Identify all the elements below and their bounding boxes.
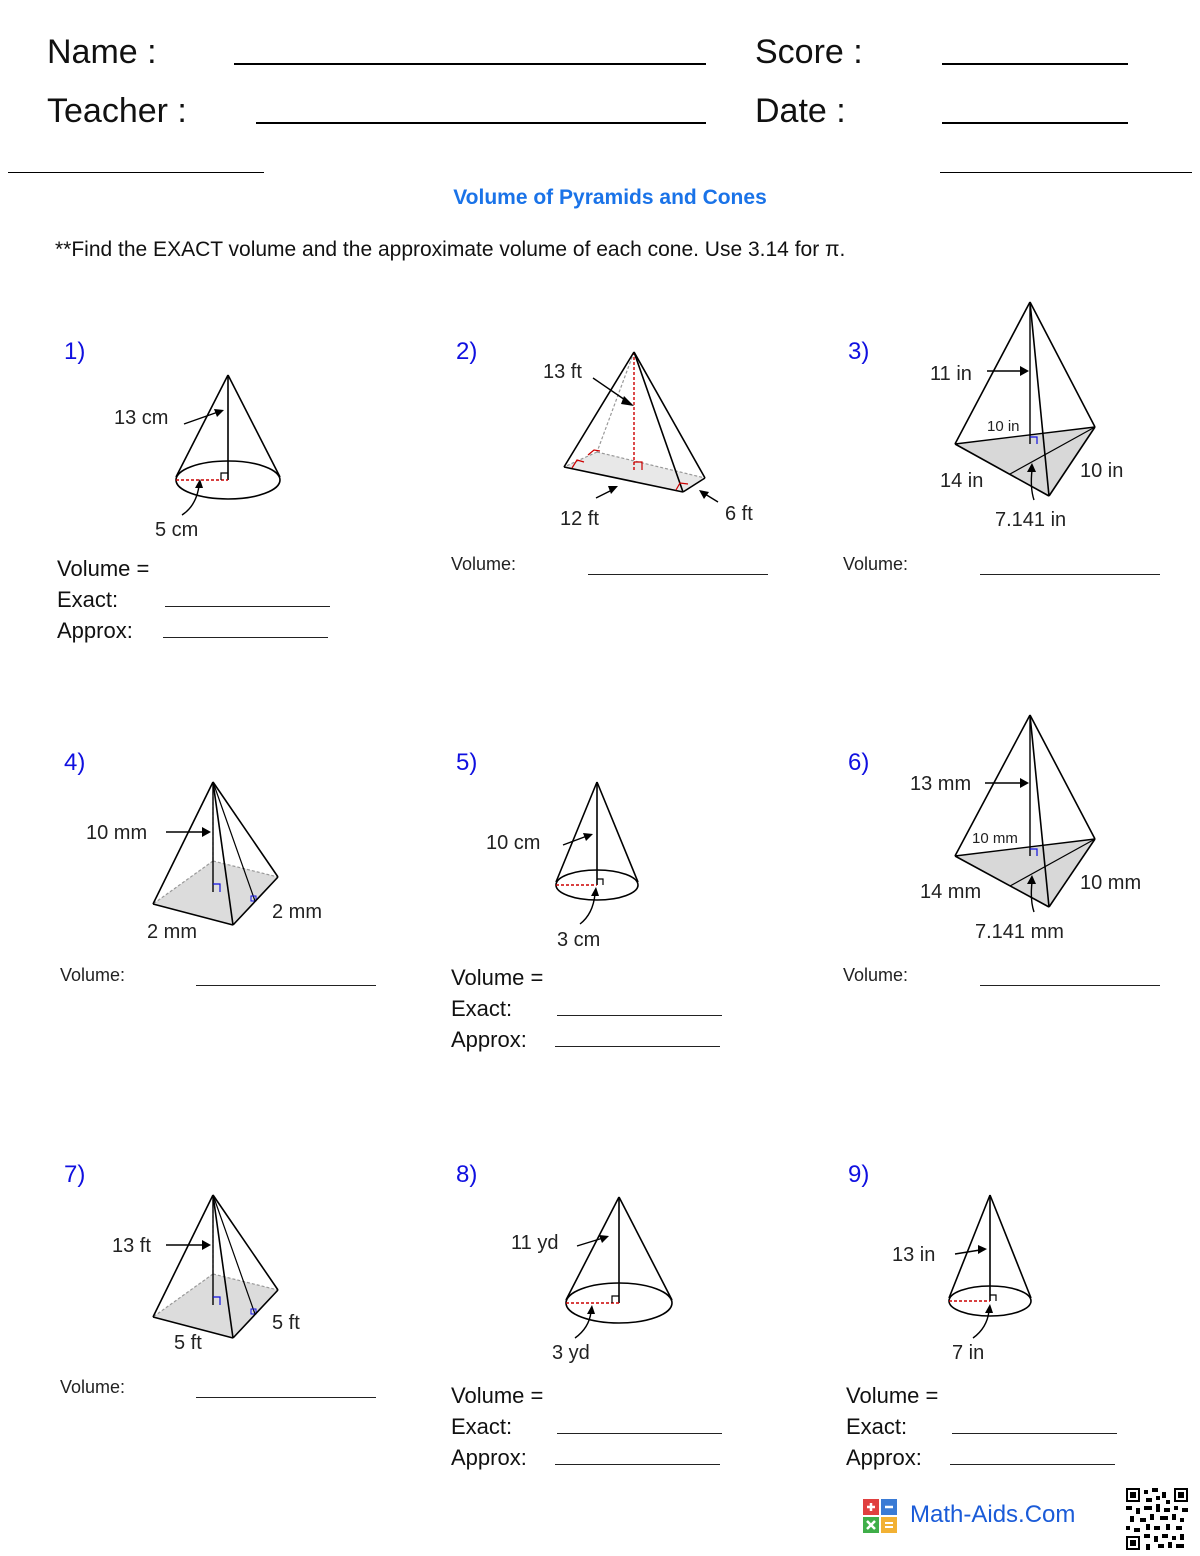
base-side-a-label-6: 10 mm	[972, 830, 1018, 847]
side-a-label-7: 5 ft	[174, 1332, 202, 1354]
name-label: Name :	[47, 33, 157, 71]
height-label-8: 11 yd	[511, 1232, 559, 1254]
volume-eq-label-9: Volume =	[846, 1383, 939, 1408]
height-label-9: 13 in	[892, 1244, 936, 1266]
problem-number-7: 7)	[64, 1161, 86, 1188]
problem-number-3: 3)	[848, 338, 870, 365]
calculator-icon	[862, 1498, 898, 1534]
base-side-a-label-3: 10 in	[987, 418, 1020, 435]
radius-label-1: 5 cm	[155, 519, 199, 541]
height-label-6: 13 mm	[910, 773, 972, 795]
exact-label-5: Exact:	[451, 996, 513, 1021]
problem-number-1: 1)	[64, 338, 86, 365]
approx-label-8: Approx:	[451, 1445, 527, 1470]
base-height-label-3: 7.141 in	[995, 509, 1067, 531]
exact-blank-8[interactable]	[557, 1433, 722, 1434]
exact-label-9: Exact:	[846, 1414, 908, 1439]
instructions: **Find the EXACT volume and the approximate volume of each cone. Use 3.14 for π.	[55, 238, 846, 261]
problem-number-6: 6)	[848, 749, 870, 776]
problem-number-9: 9)	[848, 1161, 870, 1188]
exact-label-1: Exact:	[57, 587, 119, 612]
approx-label-9: Approx:	[846, 1445, 922, 1470]
side-b-label-7: 5 ft	[272, 1312, 300, 1334]
volume-label-3: Volume:	[843, 554, 909, 574]
exact-label-8: Exact:	[451, 1414, 513, 1439]
height-label-4: 10 mm	[86, 822, 148, 844]
volume-label-2: Volume:	[451, 554, 517, 574]
base-side-c-label-3: 10 in	[1080, 460, 1124, 482]
height-label-7: 13 ft	[112, 1235, 151, 1257]
side-a-label-4: 2 mm	[147, 921, 197, 943]
height-label-1: 13 cm	[114, 407, 169, 429]
footer-brand[interactable]: Math-Aids.Com	[910, 1501, 1076, 1528]
date-label: Date :	[755, 92, 846, 130]
problem-number-8: 8)	[456, 1161, 478, 1188]
volume-eq-label-8: Volume =	[451, 1383, 544, 1408]
approx-label-1: Approx:	[57, 618, 133, 643]
problem-number-4: 4)	[64, 749, 86, 776]
volume-eq-label-5: Volume =	[451, 965, 544, 990]
base-side-c-label-6: 10 mm	[1080, 872, 1142, 894]
page-title: Volume of Pyramids and Cones	[453, 186, 767, 209]
length-label-2: 12 ft	[560, 508, 599, 530]
approx-label-5: Approx:	[451, 1027, 527, 1052]
radius-label-8: 3 yd	[552, 1342, 590, 1364]
volume-label-7: Volume:	[60, 1377, 126, 1397]
teacher-label: Teacher :	[47, 92, 187, 130]
volume-label-6: Volume:	[843, 965, 909, 985]
height-label-3: 11 in	[930, 363, 972, 385]
height-label-2: 13 ft	[543, 361, 582, 383]
width-label-2: 6 ft	[725, 503, 753, 525]
side-b-label-4: 2 mm	[272, 901, 322, 923]
approx-blank-9[interactable]	[950, 1464, 1115, 1465]
exact-blank-9[interactable]	[952, 1433, 1117, 1434]
base-side-b-label-6: 14 mm	[920, 881, 982, 903]
height-label-5: 10 cm	[486, 832, 541, 854]
answer-box-9	[846, 1380, 938, 1473]
volume-label-4: Volume:	[60, 965, 126, 985]
problem-number-2: 2)	[456, 338, 478, 365]
score-label: Score :	[755, 33, 863, 71]
radius-label-5: 3 cm	[557, 929, 601, 951]
base-side-b-label-3: 14 in	[940, 470, 984, 492]
approx-blank-8[interactable]	[555, 1464, 720, 1465]
qr-code-icon	[1126, 1488, 1188, 1550]
problem-number-5: 5)	[456, 749, 478, 776]
radius-label-9: 7 in	[952, 1342, 985, 1364]
volume-eq-label-1: Volume =	[57, 556, 150, 581]
base-height-label-6: 7.141 mm	[975, 921, 1064, 943]
